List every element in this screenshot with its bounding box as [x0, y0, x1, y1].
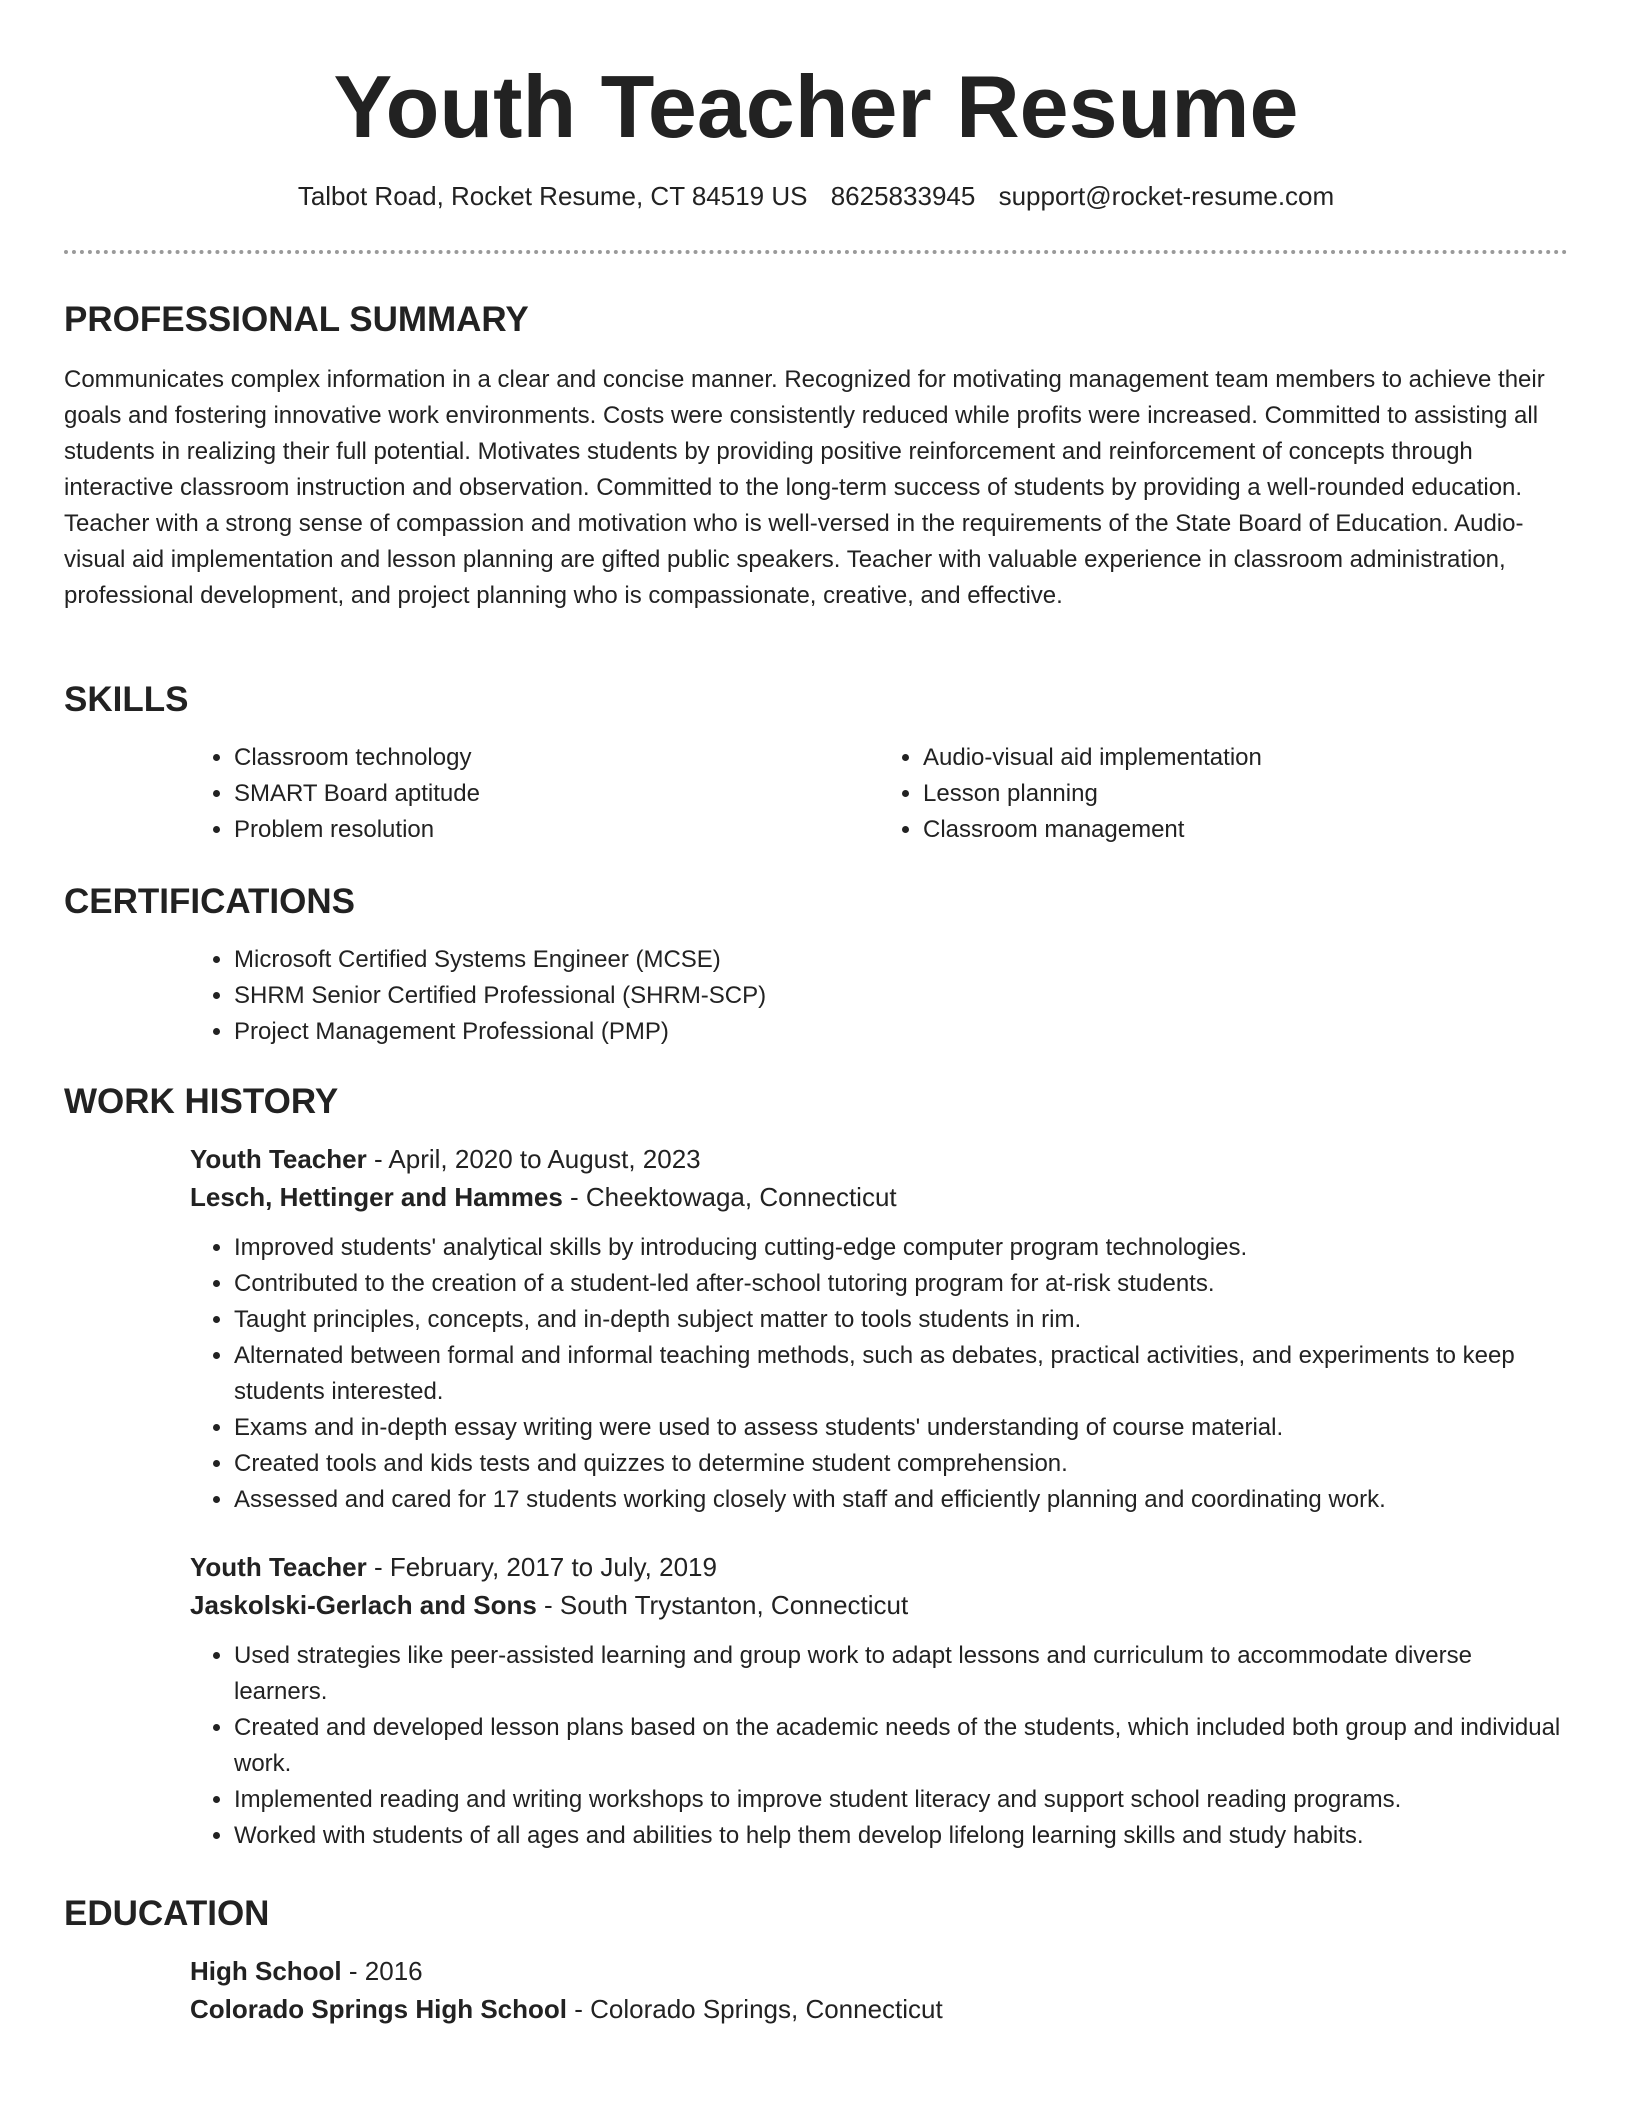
job-entry [190, 1548, 1568, 1854]
skill-item: • Problem resolution [234, 812, 879, 848]
job-company: Lesch, Hettinger and Hammes [190, 1182, 563, 1212]
skills-section [64, 678, 1568, 848]
skills-list-right [879, 740, 1568, 848]
education-heading: EDUCATION [64, 1894, 270, 1933]
education-section [64, 1892, 1568, 2028]
education-degree: High School [190, 1956, 342, 1986]
job-bullet: • Exams and in-depth essay writing were used to assess students' understanding of course material. [234, 1410, 1568, 1446]
job-bullet: • Used strategies like peer-assisted learning and group work to adapt lessons and curriculum to accommodate diverse learners. [234, 1638, 1568, 1710]
skill-item: • Lesson planning [923, 776, 1568, 812]
certification-item: • Project Management Professional (PMP) [234, 1014, 1568, 1050]
summary-section [64, 298, 1568, 614]
certifications-heading: CERTIFICATIONS [64, 882, 356, 921]
job-bullet: • Improved students' analytical skills by introducing cutting-edge computer program technologies. [234, 1230, 1568, 1266]
skills-list-left [190, 740, 879, 848]
job-bullet: • Created tools and kids tests and quizzes to determine student comprehension. [234, 1446, 1568, 1482]
work-heading: WORK HISTORY [64, 1082, 339, 1121]
job-title: Youth Teacher [190, 1552, 367, 1582]
job-bullet: • Worked with students of all ages and abilities to help them develop lifelong learning skills and study habits. [234, 1818, 1568, 1854]
job-dates: - April, 2020 to August, 2023 [366, 1144, 701, 1174]
contact-line [0, 180, 1632, 212]
job-location: - South Trystanton, Connecticut [536, 1590, 909, 1620]
education-entry [190, 1952, 1568, 2028]
education-school-line [190, 1990, 1568, 2028]
resume-title: Youth Teacher Resume [333, 57, 1299, 156]
education-school: Colorado Springs High School [190, 1994, 567, 2024]
contact-phone: 8625833945 [830, 181, 976, 211]
job-bullet: • Contributed to the creation of a student-led after-school tutoring program for at-risk students. [234, 1266, 1568, 1302]
job-bullets [190, 1230, 1568, 1518]
job-bullet: • Created and developed lesson plans based on the academic needs of the students, which included both group and individual work. [234, 1710, 1568, 1782]
certification-item: • SHRM Senior Certified Professional (SHRM-SCP) [234, 978, 1568, 1014]
skills-heading: SKILLS [64, 680, 189, 719]
skill-item: • SMART Board aptitude [234, 776, 879, 812]
education-location: - Colorado Springs, Connecticut [567, 1994, 943, 2024]
education-year: - 2016 [341, 1956, 423, 1986]
job-bullet: • Alternated between formal and informal teaching methods, such as debates, practical activities, and experiments to keep students interested. [234, 1338, 1568, 1410]
job-location: - Cheektowaga, Connecticut [562, 1182, 897, 1212]
skill-item: • Classroom management [923, 812, 1568, 848]
summary-heading: PROFESSIONAL SUMMARY [64, 300, 529, 339]
contact-address: Talbot Road, Rocket Resume, CT 84519 US [297, 181, 808, 211]
job-company-line [190, 1178, 1568, 1216]
contact-email: support@rocket-resume.com [998, 181, 1335, 211]
education-degree-line [190, 1952, 1568, 1990]
job-bullet: • Implemented reading and writing workshops to improve student literacy and support school reading programs. [234, 1782, 1568, 1818]
skills-columns [190, 740, 1568, 848]
skill-item: • Classroom technology [234, 740, 879, 776]
work-section [64, 1080, 1568, 1854]
job-title-line [190, 1548, 1568, 1586]
certifications-list [190, 942, 1568, 1050]
certifications-section [64, 880, 1568, 1050]
job-dates: - February, 2017 to July, 2019 [366, 1552, 717, 1582]
job-entry [190, 1140, 1568, 1518]
job-bullets [190, 1638, 1568, 1854]
job-bullet: • Taught principles, concepts, and in-depth subject matter to tools students in rim. [234, 1302, 1568, 1338]
summary-text: Communicates complex information in a clear and concise manner. Recognized for motivating management team members to achieve their goals and fostering innovative work environments. Costs were consistently reduced while profits were increased. Committed to assisting all students in realizing their full potential. Motivates students by providing positive reinforcement and reinforcement of concepts through interactive classroom instruction and observation. Committed to the long-term success of students by providing a well-rounded education. Teacher with a strong sense of compassion and motivation who is well-versed in the requirements of the State Board of Education. Audio-visual aid implementation and lesson planning are gifted public speakers. Teacher with valuable experience in classroom administration, professional development, and project planning who is compassionate, creative, and effective. [64, 366, 1545, 609]
job-company-line [190, 1586, 1568, 1624]
job-title-line [190, 1140, 1568, 1178]
job-title: Youth Teacher [190, 1144, 367, 1174]
job-company: Jaskolski-Gerlach and Sons [190, 1590, 537, 1620]
certification-item: • Microsoft Certified Systems Engineer (MCSE) [234, 942, 1568, 978]
header-divider [64, 250, 1568, 254]
job-bullet: • Assessed and cared for 17 students working closely with staff and efficiently planning and coordinating work. [234, 1482, 1568, 1518]
skill-item: • Audio-visual aid implementation [923, 740, 1568, 776]
